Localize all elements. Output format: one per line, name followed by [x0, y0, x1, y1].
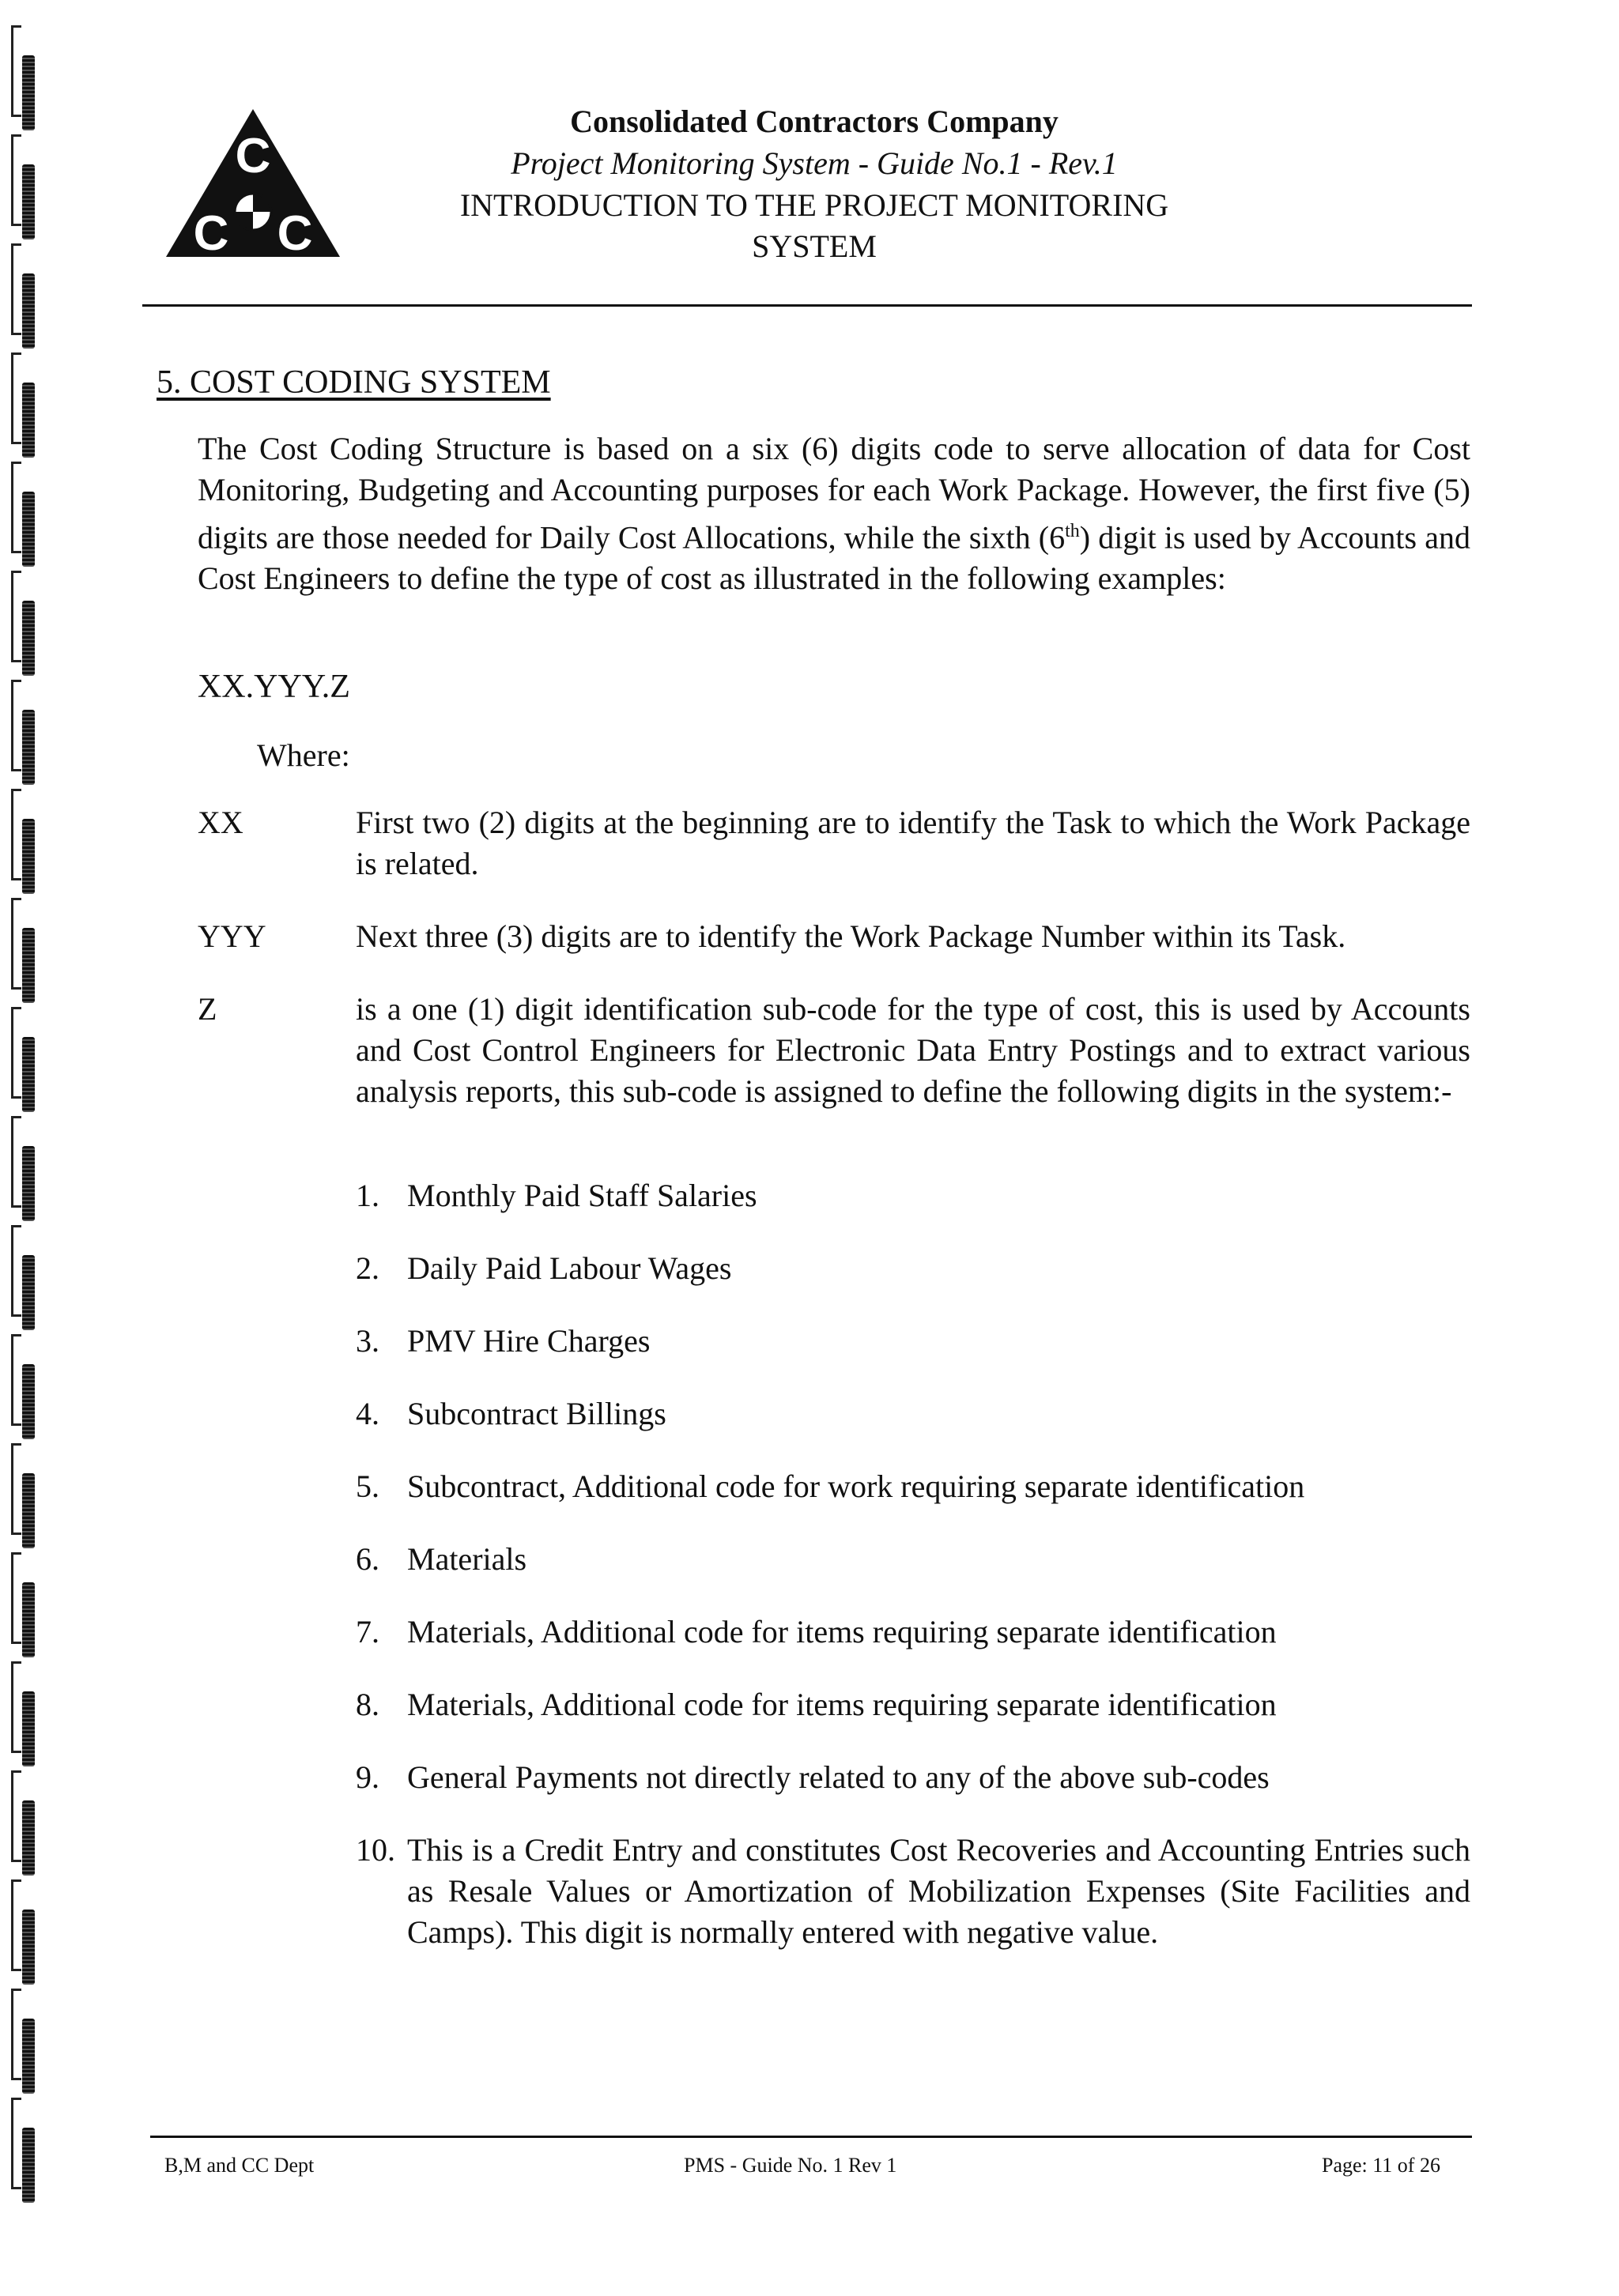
- list-item-number: 10.: [356, 1832, 395, 1868]
- binder-ring: [11, 452, 40, 571]
- list-item-text: Materials, Additional code for items requiring separate identification: [407, 1687, 1277, 1722]
- company-logo-icon: [162, 103, 344, 261]
- list-item-text: General Payments not directly related to any of the above sub-codes: [407, 1759, 1270, 1795]
- intro-paragraph: [198, 428, 1470, 599]
- definition-row: [198, 916, 1470, 957]
- list-item-number: 2.: [356, 1250, 379, 1286]
- definition-row: [198, 989, 1470, 1112]
- binder-ring: [11, 997, 40, 1116]
- list-item-text: Daily Paid Labour Wages: [407, 1250, 732, 1286]
- list-item-number: 4.: [356, 1396, 379, 1431]
- list-item-text: Monthly Paid Staff Salaries: [407, 1178, 757, 1213]
- definitions-list: [198, 802, 1470, 1144]
- list-item: [356, 1612, 1470, 1653]
- list-item: [356, 1175, 1470, 1216]
- list-item-text: Materials: [407, 1541, 527, 1577]
- binder-ring: [11, 779, 40, 898]
- binder-ring: [11, 561, 40, 680]
- definition-term: Z: [198, 991, 217, 1027]
- list-item: [356, 1393, 1470, 1435]
- intro-text-part2: ) digit is used by Accounts and Cost Engineers to define the type of cost as illustrated in the following examples:: [198, 519, 1470, 597]
- sub-code-list: [356, 1175, 1470, 1985]
- list-item-text: Subcontract Billings: [407, 1396, 666, 1431]
- intro-superscript: th: [1065, 521, 1080, 541]
- intro-text-part1: The Cost Coding Structure is based on a six (6) digits code to serve allocation of data for Cost Monitoring, Budgeting and Accounting purposes for each Work Package. However, the first five (5) digits are those needed for Daily Cost Allocations, while the sixth (6: [198, 431, 1470, 556]
- list-item: [356, 1539, 1470, 1580]
- binder-ring: [11, 343, 40, 462]
- binder-ring: [11, 1216, 40, 1334]
- list-item-text: Subcontract, Additional code for work requiring separate identification: [407, 1468, 1305, 1504]
- section-title: 5. COST CODING SYSTEM: [157, 364, 551, 401]
- binder-ring: [11, 2088, 40, 2207]
- list-item-text: This is a Credit Entry and constitutes Cost Recoveries and Accounting Entries such as Resale Values or Amortization of Mobilization Expenses (Site Facilities and Camps). This digit is normally entered with negative value.: [407, 1832, 1470, 1950]
- definition-description: First two (2) digits at the beginning are to identify the Task to which the Work Package is related.: [356, 805, 1470, 881]
- binder-ring: [11, 16, 40, 134]
- list-item: [356, 1466, 1470, 1507]
- logo-letter-top: C: [235, 129, 271, 183]
- list-item-number: 5.: [356, 1468, 379, 1504]
- header-divider: [142, 304, 1472, 307]
- logo-letter-left: C: [193, 206, 229, 261]
- list-item-number: 9.: [356, 1759, 379, 1795]
- binder-margin: [0, 0, 55, 2296]
- footer-divider: [150, 2136, 1472, 2138]
- list-item-number: 6.: [356, 1541, 379, 1577]
- binder-ring: [11, 1870, 40, 1989]
- binder-ring: [11, 125, 40, 243]
- binder-ring: [11, 1107, 40, 1225]
- binder-ring: [11, 1325, 40, 1443]
- list-item: [356, 1321, 1470, 1362]
- binder-ring: [11, 1652, 40, 1770]
- binder-ring: [11, 670, 40, 789]
- list-item: [356, 1757, 1470, 1798]
- document-header: [348, 101, 1281, 267]
- definition-description: is a one (1) digit identification sub-code for the type of cost, this is used by Accounts and Cost Control Engineers for Electronic Data Entry Postings and to extract various analysis reports, this sub-code is assigned to define the following digits in the system:-: [356, 991, 1470, 1109]
- list-item-number: 7.: [356, 1614, 379, 1649]
- definition-row: [198, 802, 1470, 884]
- list-item: [356, 1684, 1470, 1725]
- footer-document-ref: PMS - Guide No. 1 Rev 1: [684, 2154, 897, 2177]
- logo-emblem: [235, 194, 271, 230]
- definition-term: XX: [198, 805, 243, 840]
- binder-ring: [11, 1434, 40, 1552]
- list-item-text: PMV Hire Charges: [407, 1323, 651, 1359]
- definition-term: YYY: [198, 918, 266, 954]
- where-label: Where:: [257, 737, 350, 773]
- company-name: Consolidated Contractors Company: [570, 104, 1059, 139]
- list-item-text: Materials, Additional code for items requiring separate identification: [407, 1614, 1277, 1649]
- footer-department: B,M and CC Dept: [164, 2154, 315, 2177]
- list-item: [356, 1248, 1470, 1289]
- document-subtitle: Project Monitoring System - Guide No.1 - Rev.1: [511, 145, 1118, 181]
- document-title-line2: SYSTEM: [752, 228, 877, 264]
- document-title-line1: INTRODUCTION TO THE PROJECT MONITORING: [459, 187, 1169, 223]
- list-item: [356, 1830, 1470, 1953]
- logo-letter-right: C: [277, 206, 313, 261]
- list-item-number: 3.: [356, 1323, 379, 1359]
- binder-ring: [11, 1543, 40, 1661]
- footer-page-number: Page: 11 of 26: [1322, 2154, 1440, 2177]
- definition-description: Next three (3) digits are to identify the Work Package Number within its Task.: [356, 918, 1346, 954]
- list-item-number: 8.: [356, 1687, 379, 1722]
- binder-ring: [11, 1761, 40, 1879]
- binder-ring: [11, 234, 40, 353]
- list-item-number: 1.: [356, 1178, 379, 1213]
- binder-ring: [11, 1979, 40, 2098]
- code-format: XX.YYY.Z: [198, 669, 350, 705]
- binder-ring: [11, 888, 40, 1007]
